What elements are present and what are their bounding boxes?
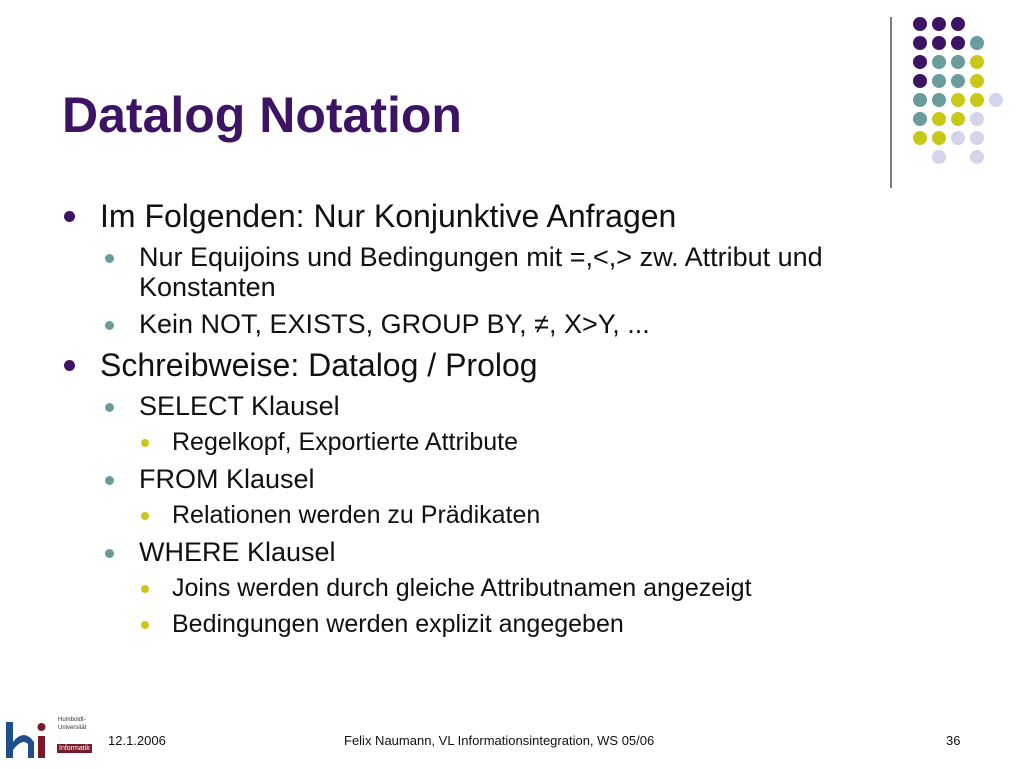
decorative-dot <box>970 131 984 145</box>
logo-text-line2: Universität <box>58 725 87 731</box>
decorative-dot <box>932 55 946 69</box>
decorative-dot <box>913 112 927 126</box>
bullet-dot-icon <box>105 321 114 330</box>
bullet-text: WHERE Klausel <box>139 537 336 567</box>
decorative-dot <box>970 74 984 88</box>
bullet-item-level-2 <box>62 537 962 567</box>
bullet-dot-icon <box>105 403 114 412</box>
decorative-dot <box>913 55 927 69</box>
bullet-item-level-3 <box>62 427 962 457</box>
bullet-dot-icon <box>64 211 75 222</box>
bullet-item-level-2 <box>62 242 962 302</box>
bullet-item-level-2 <box>62 309 962 339</box>
bullet-text: Bedingungen werden explizit angegeben <box>172 610 624 638</box>
logo-informatik-box: Informatik <box>59 745 90 752</box>
logo-text-line1: Humboldt- <box>58 717 86 723</box>
decorative-dot <box>970 36 984 50</box>
bullet-text: FROM Klausel <box>139 464 315 494</box>
decorative-dot <box>989 93 1003 107</box>
bullet-item-level-2 <box>62 464 962 494</box>
bullet-item-level-3 <box>62 500 962 530</box>
decorative-dot <box>932 131 946 145</box>
bullet-dot-icon <box>105 549 114 558</box>
decorative-dot <box>970 55 984 69</box>
footer-page-number: 36 <box>946 733 961 748</box>
bullet-text: Joins werden durch gleiche Attributnamen angezeigt <box>172 574 752 602</box>
decorative-dot <box>913 17 927 31</box>
footer-date: 12.1.2006 <box>108 733 166 748</box>
decorative-dot <box>951 36 965 50</box>
bullet-text: Nur Equijoins und Bedingungen mit =,<,> zw. Attribut und Konstanten <box>139 242 823 302</box>
decorative-dot <box>951 112 965 126</box>
decorative-dot <box>970 93 984 107</box>
footer-author-course: Felix Naumann, VL Informationsintegration, WS 05/06 <box>344 733 655 748</box>
decorative-dot <box>932 93 946 107</box>
bullet-text: SELECT Klausel <box>139 391 340 421</box>
bullet-text: Schreibweise: Datalog / Prolog <box>100 347 538 383</box>
bullet-item-level-1 <box>62 197 962 235</box>
decorative-dot <box>932 112 946 126</box>
decorative-dot <box>932 36 946 50</box>
decorative-dot <box>951 131 965 145</box>
bullet-text: Regelkopf, Exportierte Attribute <box>172 428 519 456</box>
slide-title: Datalog Notation <box>62 87 462 143</box>
decorative-dot <box>951 55 965 69</box>
bullet-item-level-1 <box>62 346 962 384</box>
bullet-dot-icon <box>141 512 149 520</box>
decorative-dot <box>932 150 946 164</box>
decorative-dot <box>913 36 927 50</box>
hu-logo-icon <box>4 712 56 764</box>
bullet-dot-icon <box>141 621 149 629</box>
decorative-dot <box>951 17 965 31</box>
decorative-dot <box>951 93 965 107</box>
bullet-dot-icon <box>141 585 149 593</box>
decorative-dot <box>913 93 927 107</box>
bullet-item-level-2 <box>62 391 962 421</box>
bullet-dot-icon <box>105 254 114 263</box>
bullet-item-level-3 <box>62 573 962 603</box>
decorative-dot <box>932 74 946 88</box>
decorative-dot <box>913 131 927 145</box>
decorative-dot <box>970 112 984 126</box>
decorative-dot <box>932 17 946 31</box>
bullet-dot-icon <box>105 476 114 485</box>
bullet-dot-icon <box>141 439 149 447</box>
bullet-text: Relationen werden zu Prädikaten <box>172 501 541 529</box>
bullet-dot-icon <box>64 360 75 371</box>
university-logo <box>4 712 94 764</box>
decorative-dot <box>970 150 984 164</box>
decorative-dot <box>951 74 965 88</box>
decorative-vertical-line <box>890 17 892 188</box>
bullet-text: Kein NOT, EXISTS, GROUP BY, ≠, X>Y, ... <box>139 309 650 339</box>
bullet-item-level-3 <box>62 609 962 639</box>
bullet-text: Im Folgenden: Nur Konjunktive Anfragen <box>100 198 677 234</box>
decorative-dot <box>913 74 927 88</box>
bullet-list <box>62 190 962 639</box>
